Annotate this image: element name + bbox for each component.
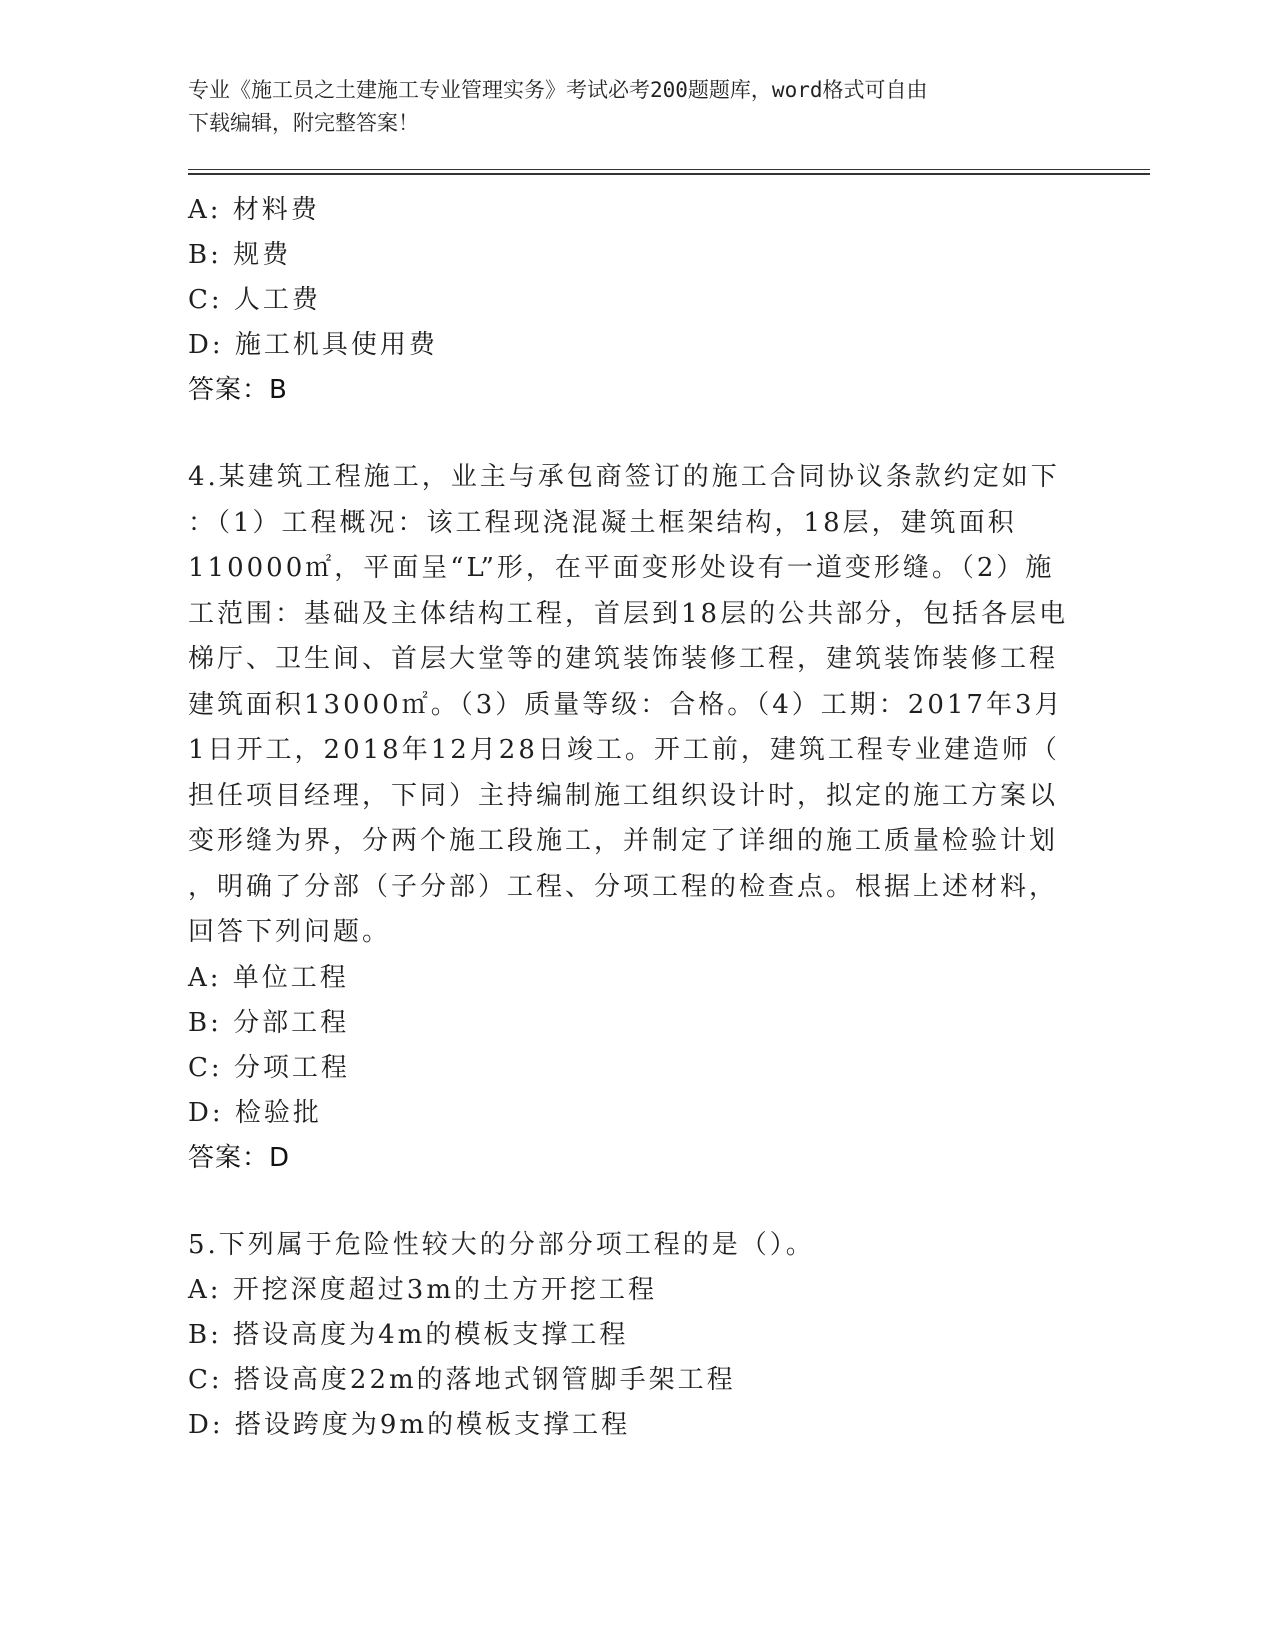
q3-option-d: D: 施工机具使用费 xyxy=(188,330,438,360)
q4-stem-line: 110000㎡，平面呈“L”形，在平面变形处设有一道变形缝。（2）施 xyxy=(188,553,1055,583)
q4-answer: 答案：D xyxy=(188,1142,291,1173)
q4-stem-line: 担任项目经理，下同）主持编制施工组织设计时，拟定的施工方案以 xyxy=(188,780,1059,811)
question-4 xyxy=(188,455,1068,1181)
header-rule-thin xyxy=(188,169,1150,170)
q5-option-d: D: 搭设跨度为9m的模板支撑工程 xyxy=(188,1409,631,1440)
question-3 xyxy=(188,188,1068,413)
q4-stem-line: 变形缝为界，分两个施工段施工，并制定了详细的施工质量检验计划 xyxy=(188,826,1059,856)
q4-option-c: C: 分项工程 xyxy=(188,1052,350,1083)
q5-stem: 5.下列属于危险性较大的分部分项工程的是（）。 xyxy=(188,1229,815,1260)
q4-option-b: B: 分部工程 xyxy=(188,1007,350,1038)
q4-stem-line: 建筑面积13000㎡。（3）质量等级：合格。（4）工期：2017年3月 xyxy=(188,689,1064,720)
q4-stem-line: 回答下列问题。 xyxy=(188,917,392,947)
spacer xyxy=(188,1181,1068,1223)
q4-option-d: D: 检验批 xyxy=(188,1097,322,1128)
q4-stem xyxy=(188,455,1068,956)
question-content xyxy=(188,188,1068,1448)
q3-option-b: B: 规费 xyxy=(188,240,292,270)
q3-answer: 答案：B xyxy=(188,375,288,405)
q3-option-a: A: 材料费 xyxy=(188,195,320,225)
q4-stem-line: 4.某建筑工程施工，业主与承包商签订的施工合同协议条款约定如下 xyxy=(188,462,1060,492)
q4-stem-line: 1日开工，2018年12月28日竣工。开工前，建筑工程专业建造师（ xyxy=(188,735,1060,765)
q4-stem-line: 梯厅、卫生间、首层大堂等的建筑装饰装修工程，建筑装饰装修工程 xyxy=(188,644,1059,674)
q4-option-a: A: 单位工程 xyxy=(188,962,349,993)
q3-option-c: C: 人工费 xyxy=(188,285,321,315)
q5-option-c: C: 搭设高度22m的落地式钢管脚手架工程 xyxy=(188,1364,736,1395)
q4-stem-line: ，明确了分部（子分部）工程、分项工程的检查点。根据上述材料， xyxy=(188,871,1059,902)
spacer xyxy=(188,413,1068,455)
q5-option-b: B: 搭设高度为4m的模板支撑工程 xyxy=(188,1319,629,1350)
question-5 xyxy=(188,1223,1068,1448)
q5-option-a: A: 开挖深度超过3m的土方开挖工程 xyxy=(188,1274,657,1305)
header-line-2: 下载编辑，附完整答案！ xyxy=(188,111,419,135)
document-header xyxy=(188,74,1068,140)
q4-stem-line: ：（1）工程概况：该工程现浇混凝土框架结构，18层，建筑面积 xyxy=(188,507,1017,538)
q4-stem-line: 工范围：基础及主体结构工程，首层到18层的公共部分，包括各层电 xyxy=(188,598,1069,629)
header-rule-thick xyxy=(188,173,1150,175)
header-line-1: 专业《施工员之土建施工专业管理实务》考试必考200题题库，word格式可自由 xyxy=(188,78,928,102)
